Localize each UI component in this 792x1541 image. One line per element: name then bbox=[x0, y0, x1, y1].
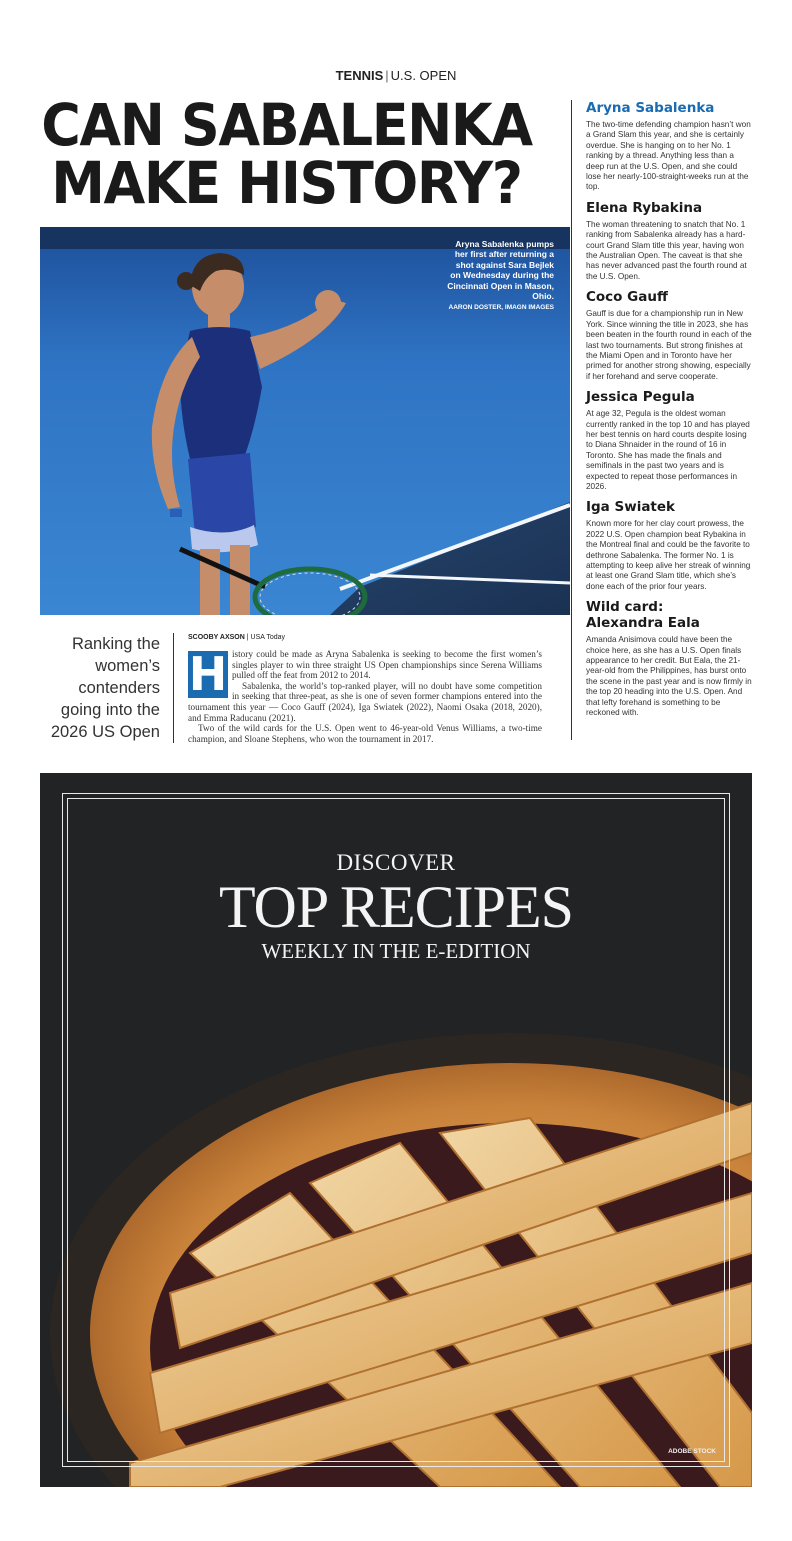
column-divider bbox=[571, 100, 572, 740]
section-separator: | bbox=[385, 68, 389, 83]
contender-name: Coco Gauff bbox=[586, 289, 668, 306]
contender-name: Elena Rybakina bbox=[586, 199, 703, 216]
contender-item bbox=[586, 200, 754, 282]
contender-text: The woman threatening to snatch that No. 1 ranking from Sabalenka already has a hard-court Grand Slam title this year, having won the Australian Open. The caveat is that she has never advanced past the fourth round at the U.S. Open. bbox=[586, 219, 747, 281]
drop-cap: H bbox=[188, 647, 228, 701]
contender-item bbox=[586, 599, 754, 718]
article-deck: Ranking the women’s contenders going into the 2026 US Open bbox=[50, 635, 160, 741]
article-paragraph: Sabalenka, the world’s top-ranked player, will no doubt have some competition in seeking that three-peat, as she is one of seven former champions entered into the tournament this year — Coco Gauff (2024), Iga Swiatek (2022), Naomi Osaka (2018, 2020), and Emma Raducanu (2021). bbox=[188, 680, 542, 723]
article-body bbox=[188, 649, 542, 744]
contender-item bbox=[586, 289, 754, 382]
photo-credit: AARON DOSTER, IMAGN IMAGES bbox=[448, 304, 554, 312]
contender-name: Aryna Sabalenka bbox=[586, 100, 715, 116]
byline-separator: | bbox=[246, 634, 249, 641]
article-paragraph: istory could be made as Aryna Sabalenka is seeking to become the first women’s singles player to win three straight US Open championships since Serena Williams pulled off the feat from 2012 to 2014. bbox=[232, 649, 542, 681]
contenders-sidebar bbox=[586, 100, 754, 725]
contender-text: The two-time defending champion hasn’t won a Grand Slam this year, and she is certainly overdue. She is hanging on to her No. 1 ranking by a thread. Anything less than a deep run at the U.S. Open, and she could lose her nearly-100-straight-weeks run at the top. bbox=[586, 120, 751, 192]
photo-caption-text: Aryna Sabalenka pumps her first after returning a shot against Sara Bejlek on Wednesday during the Cincinnati Open in Mason, Ohio. bbox=[447, 239, 554, 302]
contender-name: Wild card: Alexandra Eala bbox=[586, 599, 700, 632]
section-sub: U.S. OPEN bbox=[390, 68, 457, 83]
headline: CAN SABALENKA MAKE HISTORY? bbox=[41, 91, 532, 217]
ad-photo-credit: ADOBE STOCK bbox=[668, 1448, 716, 1455]
contender-name: Jessica Pegula bbox=[586, 389, 695, 406]
contender-item bbox=[586, 100, 754, 193]
section-label bbox=[0, 68, 792, 83]
contender-name: Iga Swiatek bbox=[586, 499, 676, 516]
ad-subtitle: WEEKLY IN THE E-EDITION bbox=[261, 939, 531, 963]
deck-divider bbox=[173, 633, 174, 743]
recipes-advertisement[interactable] bbox=[40, 773, 752, 1487]
ad-title: TOP RECIPES bbox=[218, 874, 574, 940]
section-name: TENNIS bbox=[335, 68, 384, 83]
byline bbox=[188, 634, 285, 641]
byline-author: SCOOBY AXSON bbox=[188, 634, 245, 641]
contender-item bbox=[586, 389, 754, 492]
contender-text: Amanda Anisimova could have been the choice here, as she has a U.S. Open finals appearance to her credit. But Eala, the 21-year-old from the Philippines, has burst onto the scene in the past year and is now firmly in the top 20 heading into the U.S. Open. And that lefty forehand is something to be reckoned with. bbox=[586, 635, 752, 718]
photo-caption bbox=[444, 239, 554, 312]
contender-text: Known more for her clay court prowess, the 2022 U.S. Open champion beat Rybakina in the Montreal final and could be the favorite to dethrone Sabalenka. The former No. 1 is attempting to keep alive her streak of winning at least one Grand Slam title, which she’s done each of the prior four years. bbox=[586, 519, 751, 591]
contender-text: Gauff is due for a championship run in New York. Since winning the title in 2023, she has been beaten in the fourth round in each of the last two tournaments. But strong finishes at the Miami Open and in Toronto have her primed for another strong showing, especially if her forehand and serve cooperate. bbox=[586, 309, 752, 381]
lead-photo bbox=[40, 227, 570, 615]
byline-outlet: USA Today bbox=[250, 634, 286, 641]
ad-kicker: DISCOVER bbox=[336, 850, 456, 875]
contender-item bbox=[586, 499, 754, 592]
article-paragraph: Two of the wild cards for the U.S. Open went to 46-year-old Venus Williams, a two-time champion, and Sloane Stephens, who won the tournament in 2017. bbox=[188, 723, 542, 744]
contender-text: At age 32, Pegula is the oldest woman currently ranked in the top 10 and has played her best tennis on hard courts despite losing to Diana Shnaider in the round of 16 in Toronto. She has made the finals and semifinals in the past two years and is expected to repeat those performances in 2026. bbox=[586, 409, 750, 491]
